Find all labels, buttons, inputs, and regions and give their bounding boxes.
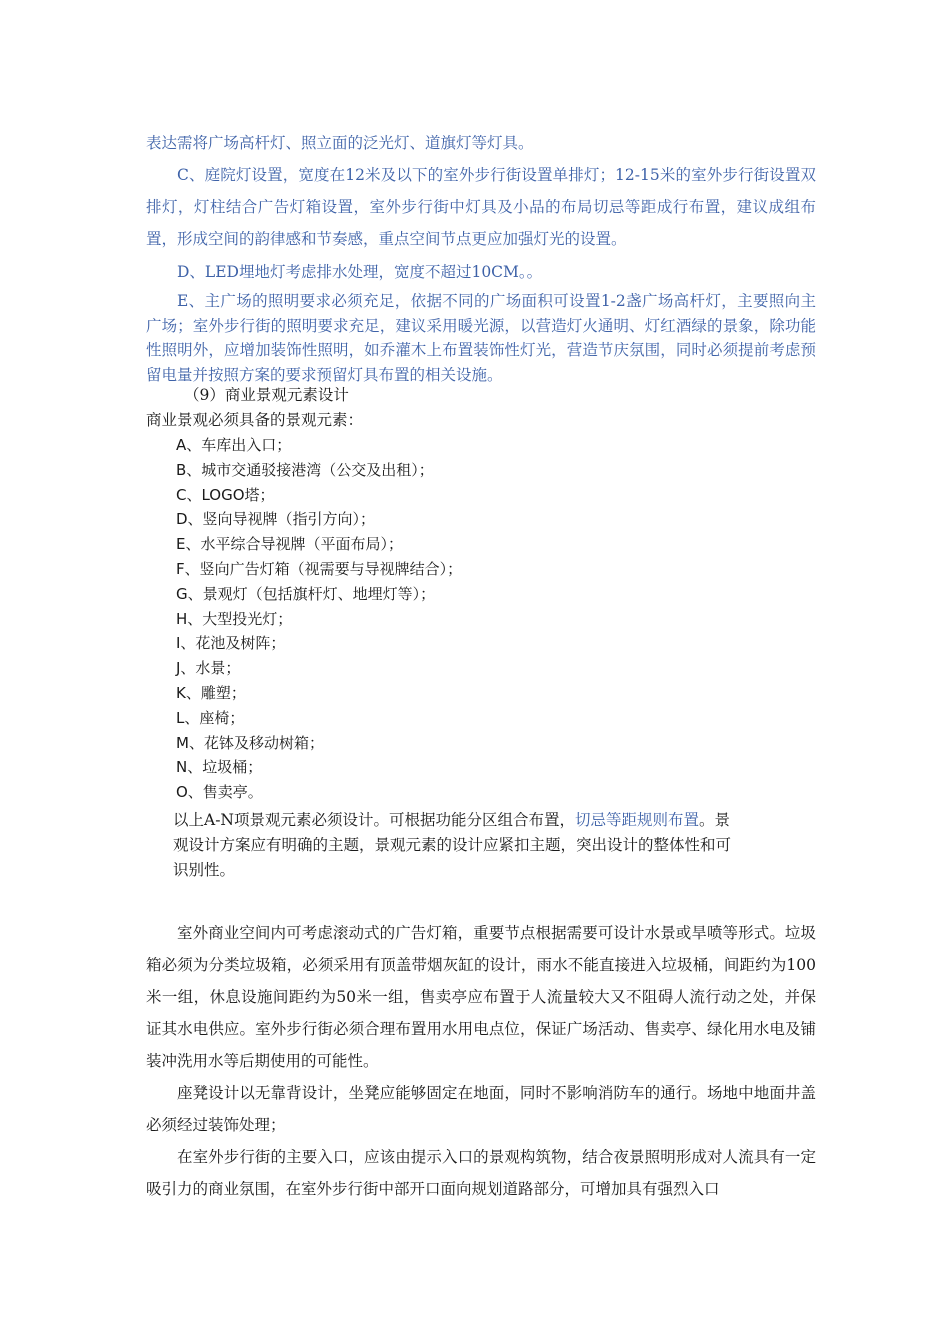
lighting-item-e: E、主广场的照明要求必须充足，依据不同的广场面积可设置1-2盏广场高杆灯，主要照向主广场；室外步行街的照明要求充足，建议采用暖光源，以营造灯火通明、灯红酒绿的景象，除功能性照明外，应增加装饰性照明，如乔灌木上布置装饰性灯光，营造节庆氛围，同时必须提前考虑预留电量并按照方案的要求预留灯具布置的相关设施。 [146,292,816,384]
section-9-summary [173,808,733,883]
list-item: G、景观灯（包括旗杆灯、地埋灯等）； [176,584,436,603]
list-item: J、水景； [176,659,241,678]
section-9-title: （9）商业景观元素设计 [184,386,349,404]
summary-highlight: 切忌等距规则布置 [575,811,700,829]
section-9 [146,383,786,432]
body-section [146,917,816,1205]
list-item: B、城市交通驳接港湾（公交及出租）； [176,460,434,479]
lighting-section [146,127,816,387]
lighting-item-c: C、庭院灯设置，宽度在12米及以下的室外步行街设置单排灯；12-15米的室外步行街设置双排灯，灯柱结合广告灯箱设置，室外步行街中灯具及小品的布局切忌等距成行布置，建议成组布置，形成空间的韵律感和节奏感，重点空间节点更应加强灯光的设置。 [146,166,816,248]
list-item: A、车库出入口； [176,436,292,454]
landscape-element-list [176,433,776,805]
list-item: F、竖向广告灯箱（视需要与导视牌结合）； [176,559,463,578]
list-item: I、花池及树阵； [176,634,286,653]
list-item: L、座椅； [176,708,245,727]
body-paragraph-1: 室外商业空间内可考虑滚动式的广告灯箱，重要节点根据需要可设计水景或旱喷等形式。垃圾箱必须为分类垃圾箱，必须采用有顶盖带烟灰缸的设计，雨水不能直接进入垃圾桶，间距约为100米一组，休息设施间距约为50米一组，售卖亭应布置于人流量较大又不阻碍人流行动之处，并保证其水电供应。室外步行街必须合理布置用水用电点位，保证广场活动、售卖亭、绿化用水电及铺装冲洗用水等后期使用的可能性。 [146,924,816,1070]
lighting-item-d: D、LED埋地灯考虑排水处理，宽度不超过10CM。。 [177,263,543,281]
lighting-line-top: 表达需将广场高杆灯、照立面的泛光灯、道旗灯等灯具。 [146,134,534,152]
list-item: O、售卖亭。 [176,783,263,802]
list-item: M、花钵及移动树箱； [176,733,324,752]
list-item: D、竖向导视牌（指引方向）； [176,510,376,529]
body-paragraph-2: 座凳设计以无靠背设计，坐凳应能够固定在地面，同时不影响消防车的通行。场地中地面井盖必须经过装饰处理； [146,1084,816,1134]
body-paragraph-3: 在室外步行街的主要入口，应该由提示入口的景观构筑物，结合夜景照明形成对人流具有一定吸引力的商业氛围，在室外步行街中部开口面向规划道路部分，可增加具有强烈入口 [146,1148,816,1198]
section-9-intro: 商业景观必须具备的景观元素： [146,410,364,429]
summary-text-2: 。景观设计方案应有明确的主题，景观元素的设计应紧扣主题，突出设计的整体性和可识别性。 [173,811,732,879]
list-item: K、雕塑； [176,683,246,702]
summary-text-1: 以上A-N项景观元素必须设计。可根据功能分区组合布置， [173,811,575,829]
list-item: H、大型投光灯； [176,609,293,628]
list-item: E、水平综合导视牌（平面布局）； [176,535,403,554]
list-item: N、垃圾桶； [176,758,263,777]
list-item: C、LOGO塔； [176,485,275,504]
